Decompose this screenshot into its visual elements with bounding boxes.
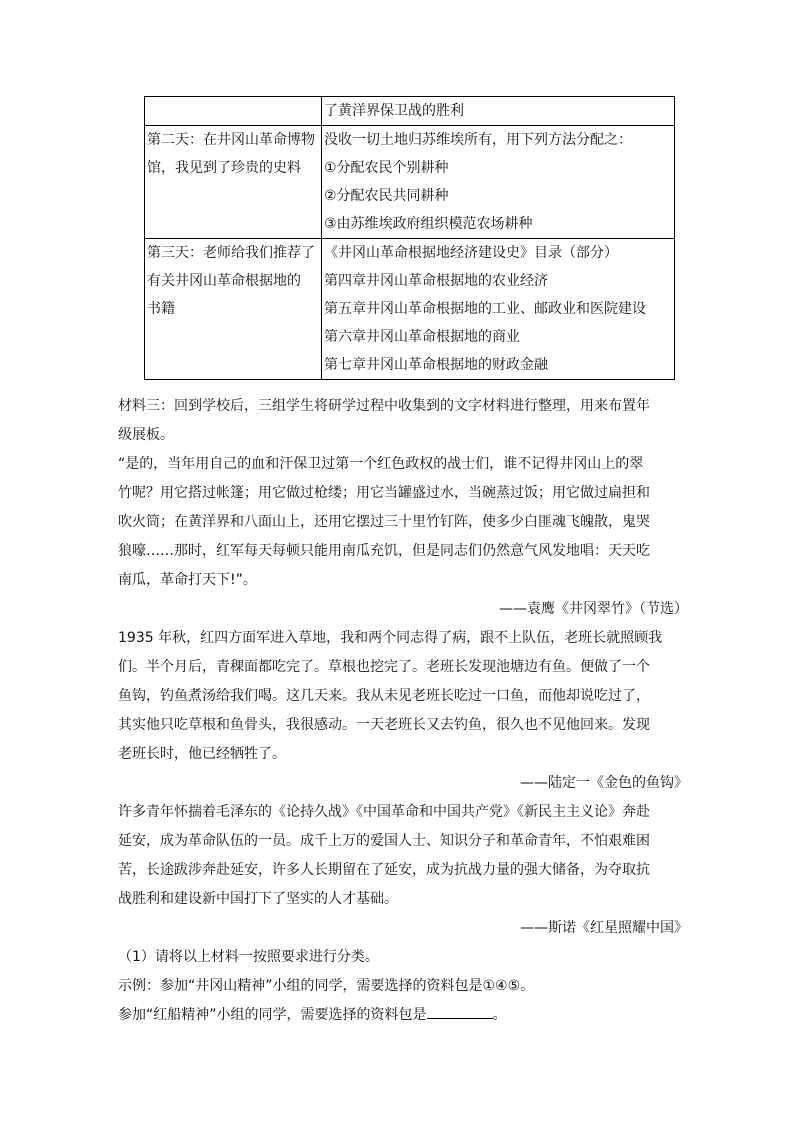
table-cell-left (145, 97, 322, 126)
source-line: ——袁鹰《井冈翠竹》（节选） (499, 601, 688, 617)
table-cell-right: 了黄洋界保卫战的胜利 (322, 97, 675, 126)
table-cell-right: 没收一切土地归苏维埃所有，用下列方法分配之： ①分配农民个别耕种 ②分配农民共同耕种 ③由苏维埃政府组织模范农场耕种 (322, 126, 675, 239)
quote-golden-fishhook: 1935 年秋，红四方面军进入草地，我和两个同志得了病，跟不上队伍，老班长就照顾我 们。半个月后，青稞面都吃完了。草根也挖完了。老班长发现池塘边有鱼。便做了一个 鱼钩，钓鱼煮汤给我们喝。这几天来。我从未见老班长吃过一口鱼，而他却说吃过了， 其实他只吃草根和鱼骨头，我很感动。一天老班长又去钓鱼，很久也不见他回来。发现 老班长时，他已经牺牲了。 (118, 630, 663, 762)
table-cell-left: 第二天：在井冈山革命博物 馆，我见到了珍贵的史料 (145, 126, 322, 239)
quote-jinggang-bamboo: “是的，当年用自己的血和汗保卫过第一个红色政权的战士们，谁不记得井冈山上的翠 竹呢？用它搭过帐篷；用它做过枪缕；用它当罐盛过水，当碗蒸过饭；用它做过扁担和 吹火筒；在黄洋界和八面山上，还用它摆过三十里竹钉阵，使多少白匪魂飞魄散，鬼哭 狼嚎……那时，红军每天每顿只能用南瓜充饥，但是同志们仍然意气风发地唱：天天吃 南瓜，革命打天下!”。 (118, 456, 650, 588)
material-3-intro: 材料三：回到学校后，三组学生将研学过程中收集到的文字材料进行整理，用来布置年 级展板。 (118, 398, 650, 443)
table-row (145, 239, 675, 380)
quote-red-star: 许多青年怀揣着毛泽东的《论持久战》《中国革命和中国共产党》《新民主主义论》奔赴 延安，成为革命队伍的一员。成千上万的爱国人士、知识分子和革命青年，不怕艰难困 苦，长途跋涉奔赴延安，许多人长期留在了延安，成为抗战力量的强大储备，为夺取抗 战胜利和建设新中国打下了坚实的人才基础。 (118, 804, 650, 907)
question-1: （1）请将以上材料一按照要求进行分类。 (118, 949, 379, 965)
answer-blank[interactable] (427, 1002, 493, 1019)
question-example: 示例：参加“井冈山精神”小组的同学，需要选择的资料包是①④⑤。 (118, 978, 535, 994)
table-row (145, 126, 675, 239)
source-line: ——陆定一《金色的鱼钩》 (520, 775, 688, 791)
table-row (145, 97, 675, 126)
table-cell-right: 《井冈山革命根据地经济建设史》目录（部分） 第四章井冈山革命根据地的农业经济 第五章井冈山革命根据地的工业、邮政业和医院建设 第六章井冈山革命根据地的商业 第七章井冈山革命根据地的财政金融 (322, 239, 675, 380)
question-ask: 参加“红船精神”小组的同学，需要选择的资料包是 。 (118, 1001, 688, 1030)
material-table (144, 96, 675, 380)
material-3-section (118, 392, 688, 1030)
source-line: ——斯诺《红星照耀中国》 (520, 920, 688, 936)
table-cell-left: 第三天：老师给我们推荐了 有关井冈山革命根据地的 书籍 (145, 239, 322, 380)
